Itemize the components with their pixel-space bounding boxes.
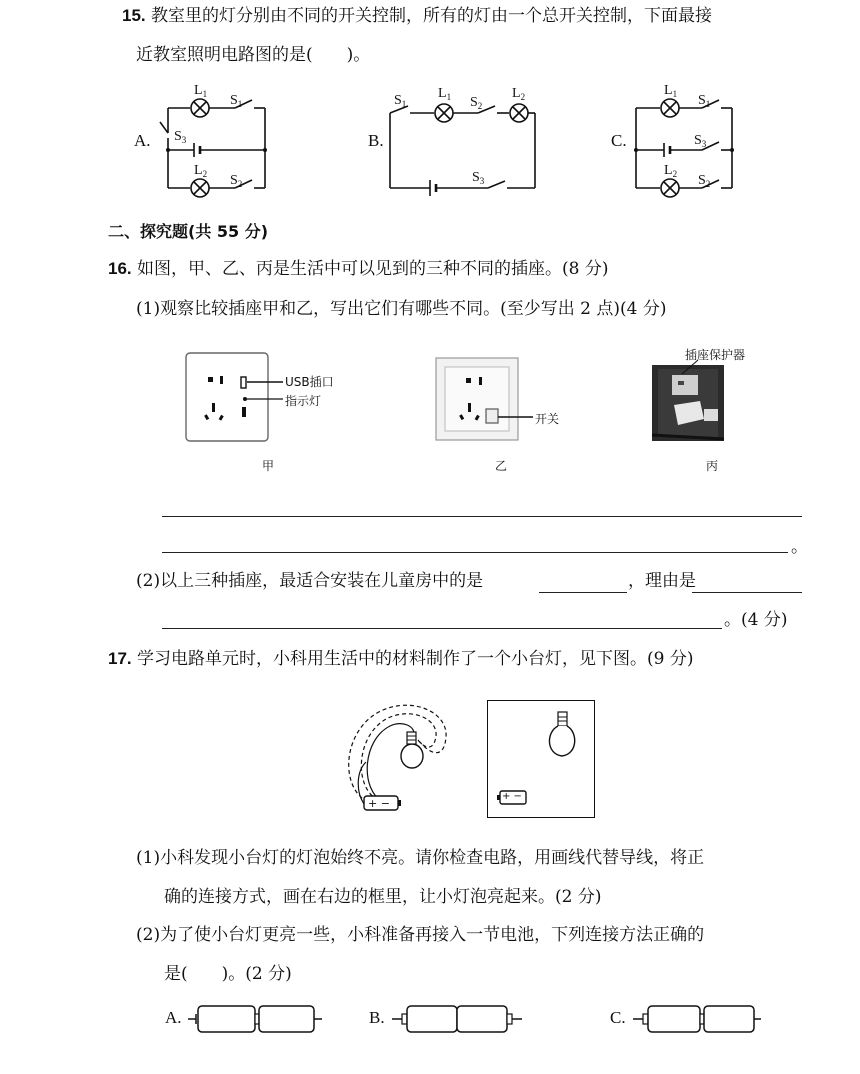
usb-port-label: USB插口 <box>285 375 334 389</box>
svg-text:S1: $S_1$ <box>394 93 407 109</box>
svg-text:S2: $S_2$ <box>230 173 243 189</box>
answer-line-2[interactable] <box>162 552 788 553</box>
svg-text:S3: $S_3$ <box>472 170 485 186</box>
battery-pair-c <box>633 1002 773 1036</box>
q16-text: 如图，甲、乙、丙是生活中可以见到的三种不同的插座。(8 分) <box>137 259 609 279</box>
protector-pointer <box>668 358 718 378</box>
box-bulb-icon <box>540 710 590 770</box>
caption-jia: 甲 <box>262 459 275 473</box>
battery-sign-right: + − <box>502 791 522 802</box>
circuit-diagram-a <box>150 78 280 193</box>
svg-text:S3: $S_3$ <box>174 129 187 145</box>
q15-line2: 近教室照明电路图的是( )。 <box>136 45 371 65</box>
battery-pair-a <box>188 1002 328 1036</box>
q17-option-c[interactable]: C. <box>610 1008 626 1027</box>
svg-text:S3: $S_3$ <box>694 133 707 149</box>
svg-text:L2: $L_2$ <box>664 163 678 179</box>
q17-text: 学习电路单元时，小科用生活中的材料制作了一个小台灯，见下图。(9 分) <box>137 649 694 669</box>
q16-number: 16. <box>108 259 132 278</box>
q16-part1: (1)观察比较插座甲和乙，写出它们有哪些不同。(至少写出 2 点)(4 分) <box>136 299 667 319</box>
answer-blank-choice[interactable] <box>539 592 627 593</box>
answer-blank-reason-2[interactable] <box>162 628 722 629</box>
section-title: 二、探究题(共 55 分) <box>108 222 269 241</box>
svg-text:L1: $L_1$ <box>664 83 678 99</box>
q17-part1-line2: 确的连接方式，画在右边的框里，让小灯泡亮起来。(2 分) <box>164 887 602 907</box>
q16-line <box>108 257 609 281</box>
answer-line-1[interactable] <box>162 516 802 517</box>
q15-option-a[interactable]: A. <box>134 131 151 150</box>
svg-text:L2: $L_2$ <box>194 163 208 179</box>
q17-line <box>108 647 694 671</box>
svg-text:S1: $S_1$ <box>230 93 243 109</box>
end-period: 。 <box>791 537 808 557</box>
indicator-label: 指示灯 <box>285 394 322 408</box>
q15-line1 <box>122 4 712 28</box>
svg-text:S2: $S_2$ <box>698 173 711 189</box>
caption-bing: 丙 <box>706 459 719 473</box>
socket-yi-figure <box>435 357 595 447</box>
q17-option-a[interactable]: A. <box>165 1008 182 1027</box>
q17-part2-line1: (2)为了使小台灯更亮一些，小科准备再接入一节电池，下列连接方法正确的 <box>136 925 705 945</box>
q16-part2-score: 。(4 分) <box>724 610 788 630</box>
answer-blank-reason-1[interactable] <box>692 592 802 593</box>
svg-text:L1: $L_1$ <box>194 83 208 99</box>
q15-option-c[interactable]: C. <box>611 131 627 150</box>
q17-part1-line1: (1)小科发现小台灯的灯泡始终不亮。请你检查电路，用画线代替导线，将正 <box>136 848 705 868</box>
battery-pair-b <box>392 1002 532 1036</box>
svg-text:S2: $S_2$ <box>470 95 483 111</box>
protector-label: 插座保护器 <box>685 348 746 362</box>
q17-option-b[interactable]: B. <box>369 1008 385 1027</box>
switch-label: 开关 <box>535 412 560 426</box>
q16-part2-reason: ，理由是 <box>628 571 696 591</box>
circuit-diagram-b <box>388 78 548 193</box>
q15-option-b[interactable]: B. <box>368 131 384 150</box>
battery-sign-left: + − <box>368 797 390 810</box>
q15-text: 教室里的灯分别由不同的开关控制，所有的灯由一个总开关控制，下面最接 <box>151 6 713 26</box>
q17-part2-line2: 是( )。(2 分) <box>164 964 292 984</box>
q15-number: 15. <box>122 6 146 25</box>
bulb-icon <box>401 744 423 768</box>
svg-text:S1: $S_1$ <box>698 93 711 109</box>
desk-lamp-figure <box>338 692 468 822</box>
q16-part2-prefix: (2)以上三种插座，最适合安装在儿童房中的是 <box>136 571 484 591</box>
svg-text:L2: $L_2$ <box>512 86 526 102</box>
circuit-diagram-c <box>628 78 743 193</box>
caption-yi: 乙 <box>495 459 508 473</box>
q17-number: 17. <box>108 649 132 668</box>
svg-text:L1: $L_1$ <box>438 86 452 102</box>
